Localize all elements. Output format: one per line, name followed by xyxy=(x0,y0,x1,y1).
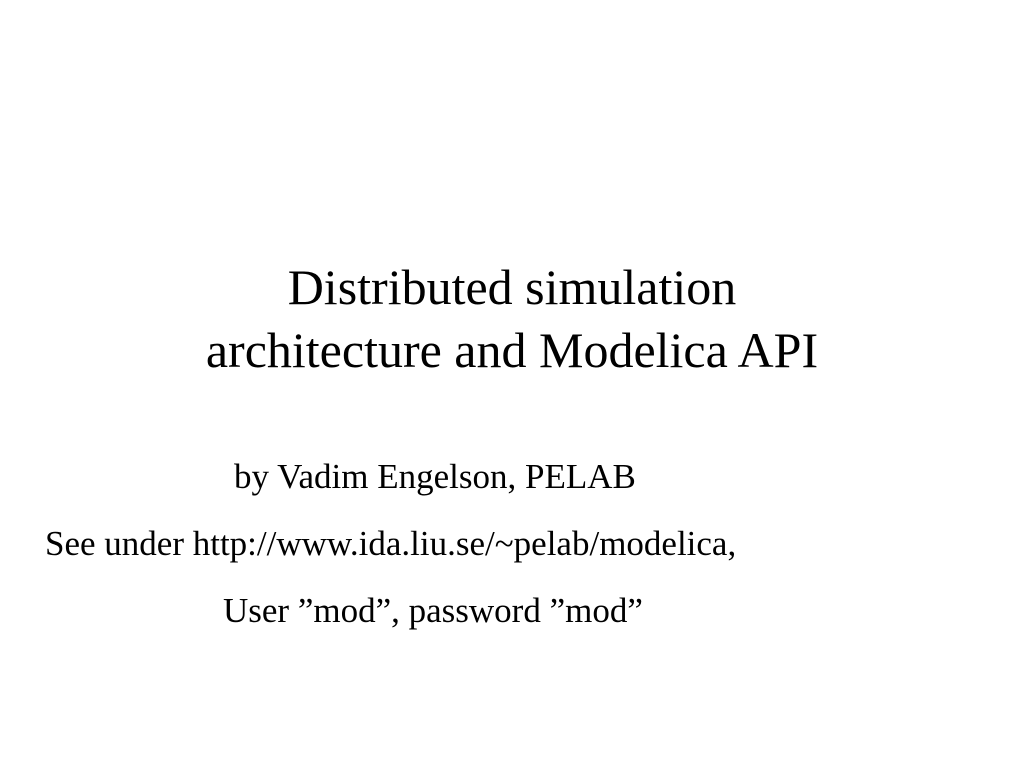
url-line: See under http://www.ida.liu.se/~pelab/modelica, xyxy=(45,524,737,563)
slide-title xyxy=(0,256,1024,382)
slide-title-line-1: Distributed simulation xyxy=(287,259,737,315)
credentials-line: User ”mod”, password ”mod” xyxy=(223,591,643,630)
slide-title-line-2: architecture and Modelica API xyxy=(205,322,819,378)
author-line: by Vadim Engelson, PELAB xyxy=(234,457,636,496)
